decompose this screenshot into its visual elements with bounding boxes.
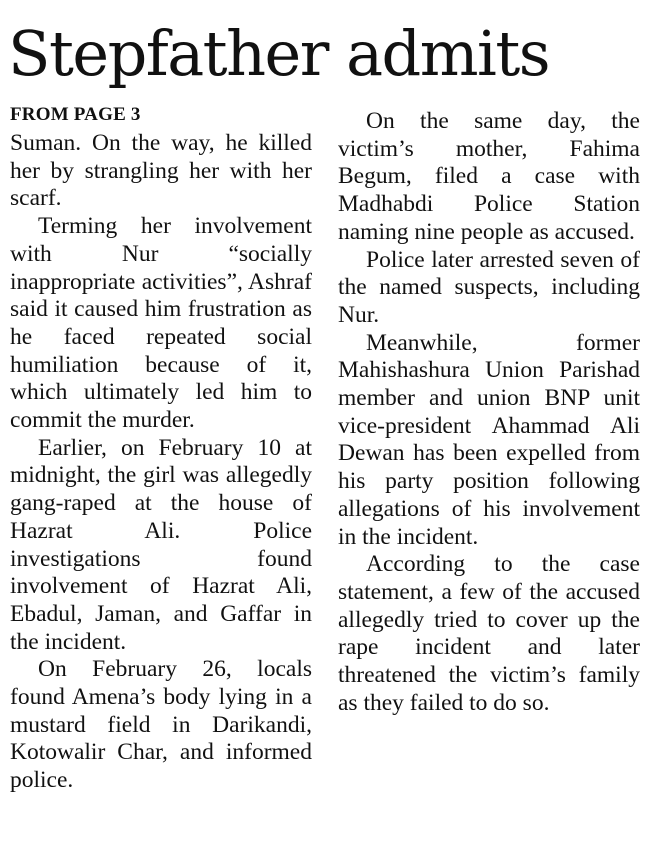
paragraph: Earlier, on February 10 at midnight, the girl was allegedly gang-raped at the house of Hazrat Ali. Police investigations found involvement of Hazrat Ali, Ebadul, Jaman, and Gaffar in the incident.: [10, 434, 312, 655]
continuation-kicker: FROM PAGE 3: [10, 104, 141, 125]
paragraph: Meanwhile, former Mahishashura Union Parishad member and union BNP unit vice-president Ahammad Ali Dewan has been expelled from his party position following allegations of his involvement in the incident.: [338, 329, 640, 550]
headline: Stepfather admits: [8, 17, 550, 90]
article-column-right: [338, 108, 640, 717]
paragraph: Terming her involvement with Nur “socially inappropriate activities”, Ashraf said it caused him frustration as he faced repeated social humiliation because of it, which ultimately led him to commit the murder.: [10, 213, 312, 434]
paragraph: According to the case statement, a few of the accused allegedly tried to cover up the rape incident and later threatened the victim’s family as they failed to do so.: [338, 551, 640, 716]
paragraph: On the same day, the victim’s mother, Fahima Begum, filed a case with Madhabdi Police Station naming nine people as accused.: [338, 108, 640, 245]
article-column-left: [10, 130, 312, 795]
paragraph: On February 26, locals found Amena’s body lying in a mustard field in Darikandi, Kotowalir Char, and informed police.: [10, 656, 312, 794]
paragraph: Police later arrested seven of the named suspects, including Nur.: [338, 246, 640, 328]
paragraph: Suman. On the way, he killed her by strangling her with her scarf.: [10, 130, 312, 212]
